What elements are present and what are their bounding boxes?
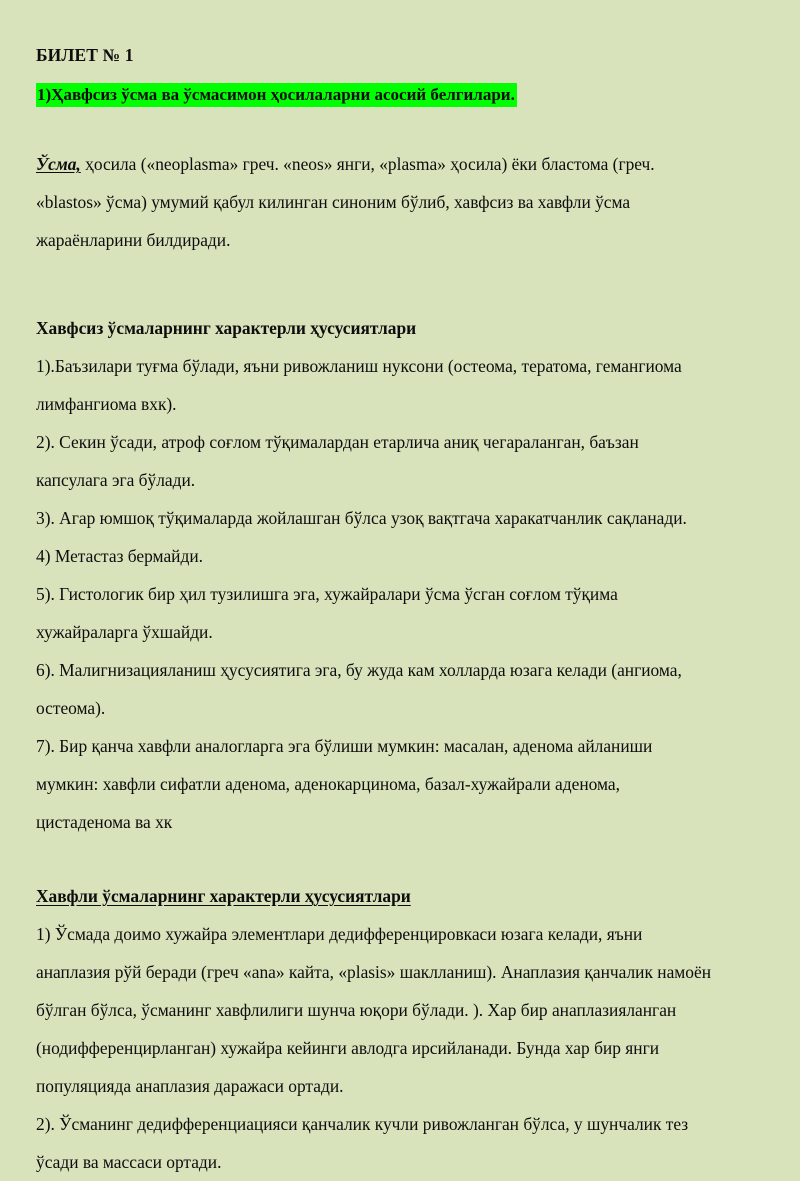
- list-item: 2). Ўсманинг дедифференциацияси қанчалик кучли ривожланган бўлса, у шунчалик тез ўсади ва массаси ортади.: [36, 1114, 689, 1172]
- highlighted-question-line: [36, 80, 712, 111]
- page-title: БИЛЕТ № 1: [36, 45, 134, 65]
- list-item: 4) Метастаз бермайди.: [36, 546, 203, 566]
- list-item: 2). Секин ўсади, атроф соғлом тўқималардан етарлича аниқ чегараланган, баъзан капсулага эга бўлади.: [36, 432, 639, 490]
- section-spacer: [36, 259, 712, 273]
- list-item: 1) Ўсмада доимо хужайра элементлари дедифференцировкаси юзага келади, яъни анаплазия рўй беради (греч «ana» кайта, «plasis» шаклланиш). Анаплазия қанчалик намоён бўлган бўлса, ўсманинг хавфлилиги шунча юқори бўлади. ). Хар бир анаплазияланган (нодифференцирланган) хужайра кейинги авлодга ирсийланади. Бунда хар бир янги популяцияда анаплазия даражаси ортади.: [36, 924, 712, 1096]
- definition-body: ҳосила («neoplasma» греч. «neos» янги, «plasma» ҳосила) ёки бластома (греч. «blastos» ўсма) умумий қабул килинган синоним бўлиб, хавфсиз ва хавфли ўсма жараёнларини билдиради.: [36, 154, 655, 250]
- malignant-feature-list: [36, 915, 712, 1181]
- benign-feature-list: [36, 347, 712, 841]
- definition-term: Ўсма,: [36, 154, 81, 174]
- list-item: 1).Баъзилари туғма бўлади, яъни ривожланиш нуксони (остеома, тератома, гемангиома лимфангиома вхк).: [36, 356, 682, 414]
- list-item: 3). Агар юмшоқ тўқималарда жойлашган бўлса узоқ вақтгача харакатчанлик сақланади.: [36, 508, 687, 528]
- section-heading-malignant: Хавфли ўсмаларнинг характерли ҳусусиятлари: [36, 886, 411, 906]
- highlighted-question-text: 1)Ҳавфсиз ўсма ва ўсмасимон ҳосилаларни асосий белгилари.: [36, 83, 517, 107]
- section-heading-benign: Хавфсиз ўсмаларнинг характерли ҳусусиятлари: [36, 318, 417, 338]
- list-item: 7). Бир қанча хавфли аналогларга эга бўлиши мумкин: масалан, аденома айланиши мумкин: хавфли сифатли аденома, аденокарцинома, базал-хужайрали аденома, цистаденома ва хк: [36, 736, 653, 832]
- list-item: 5). Гистологик бир ҳил тузилишга эга, хужайралари ўсма ўсган соғлом тўқима хужайраларга ўхшайди.: [36, 584, 618, 642]
- list-item: 6). Малигнизацияланиш ҳусусиятига эга, бу жуда кам холларда юзага келади (ангиома, остеома).: [36, 660, 682, 718]
- definition-paragraph: [36, 145, 712, 259]
